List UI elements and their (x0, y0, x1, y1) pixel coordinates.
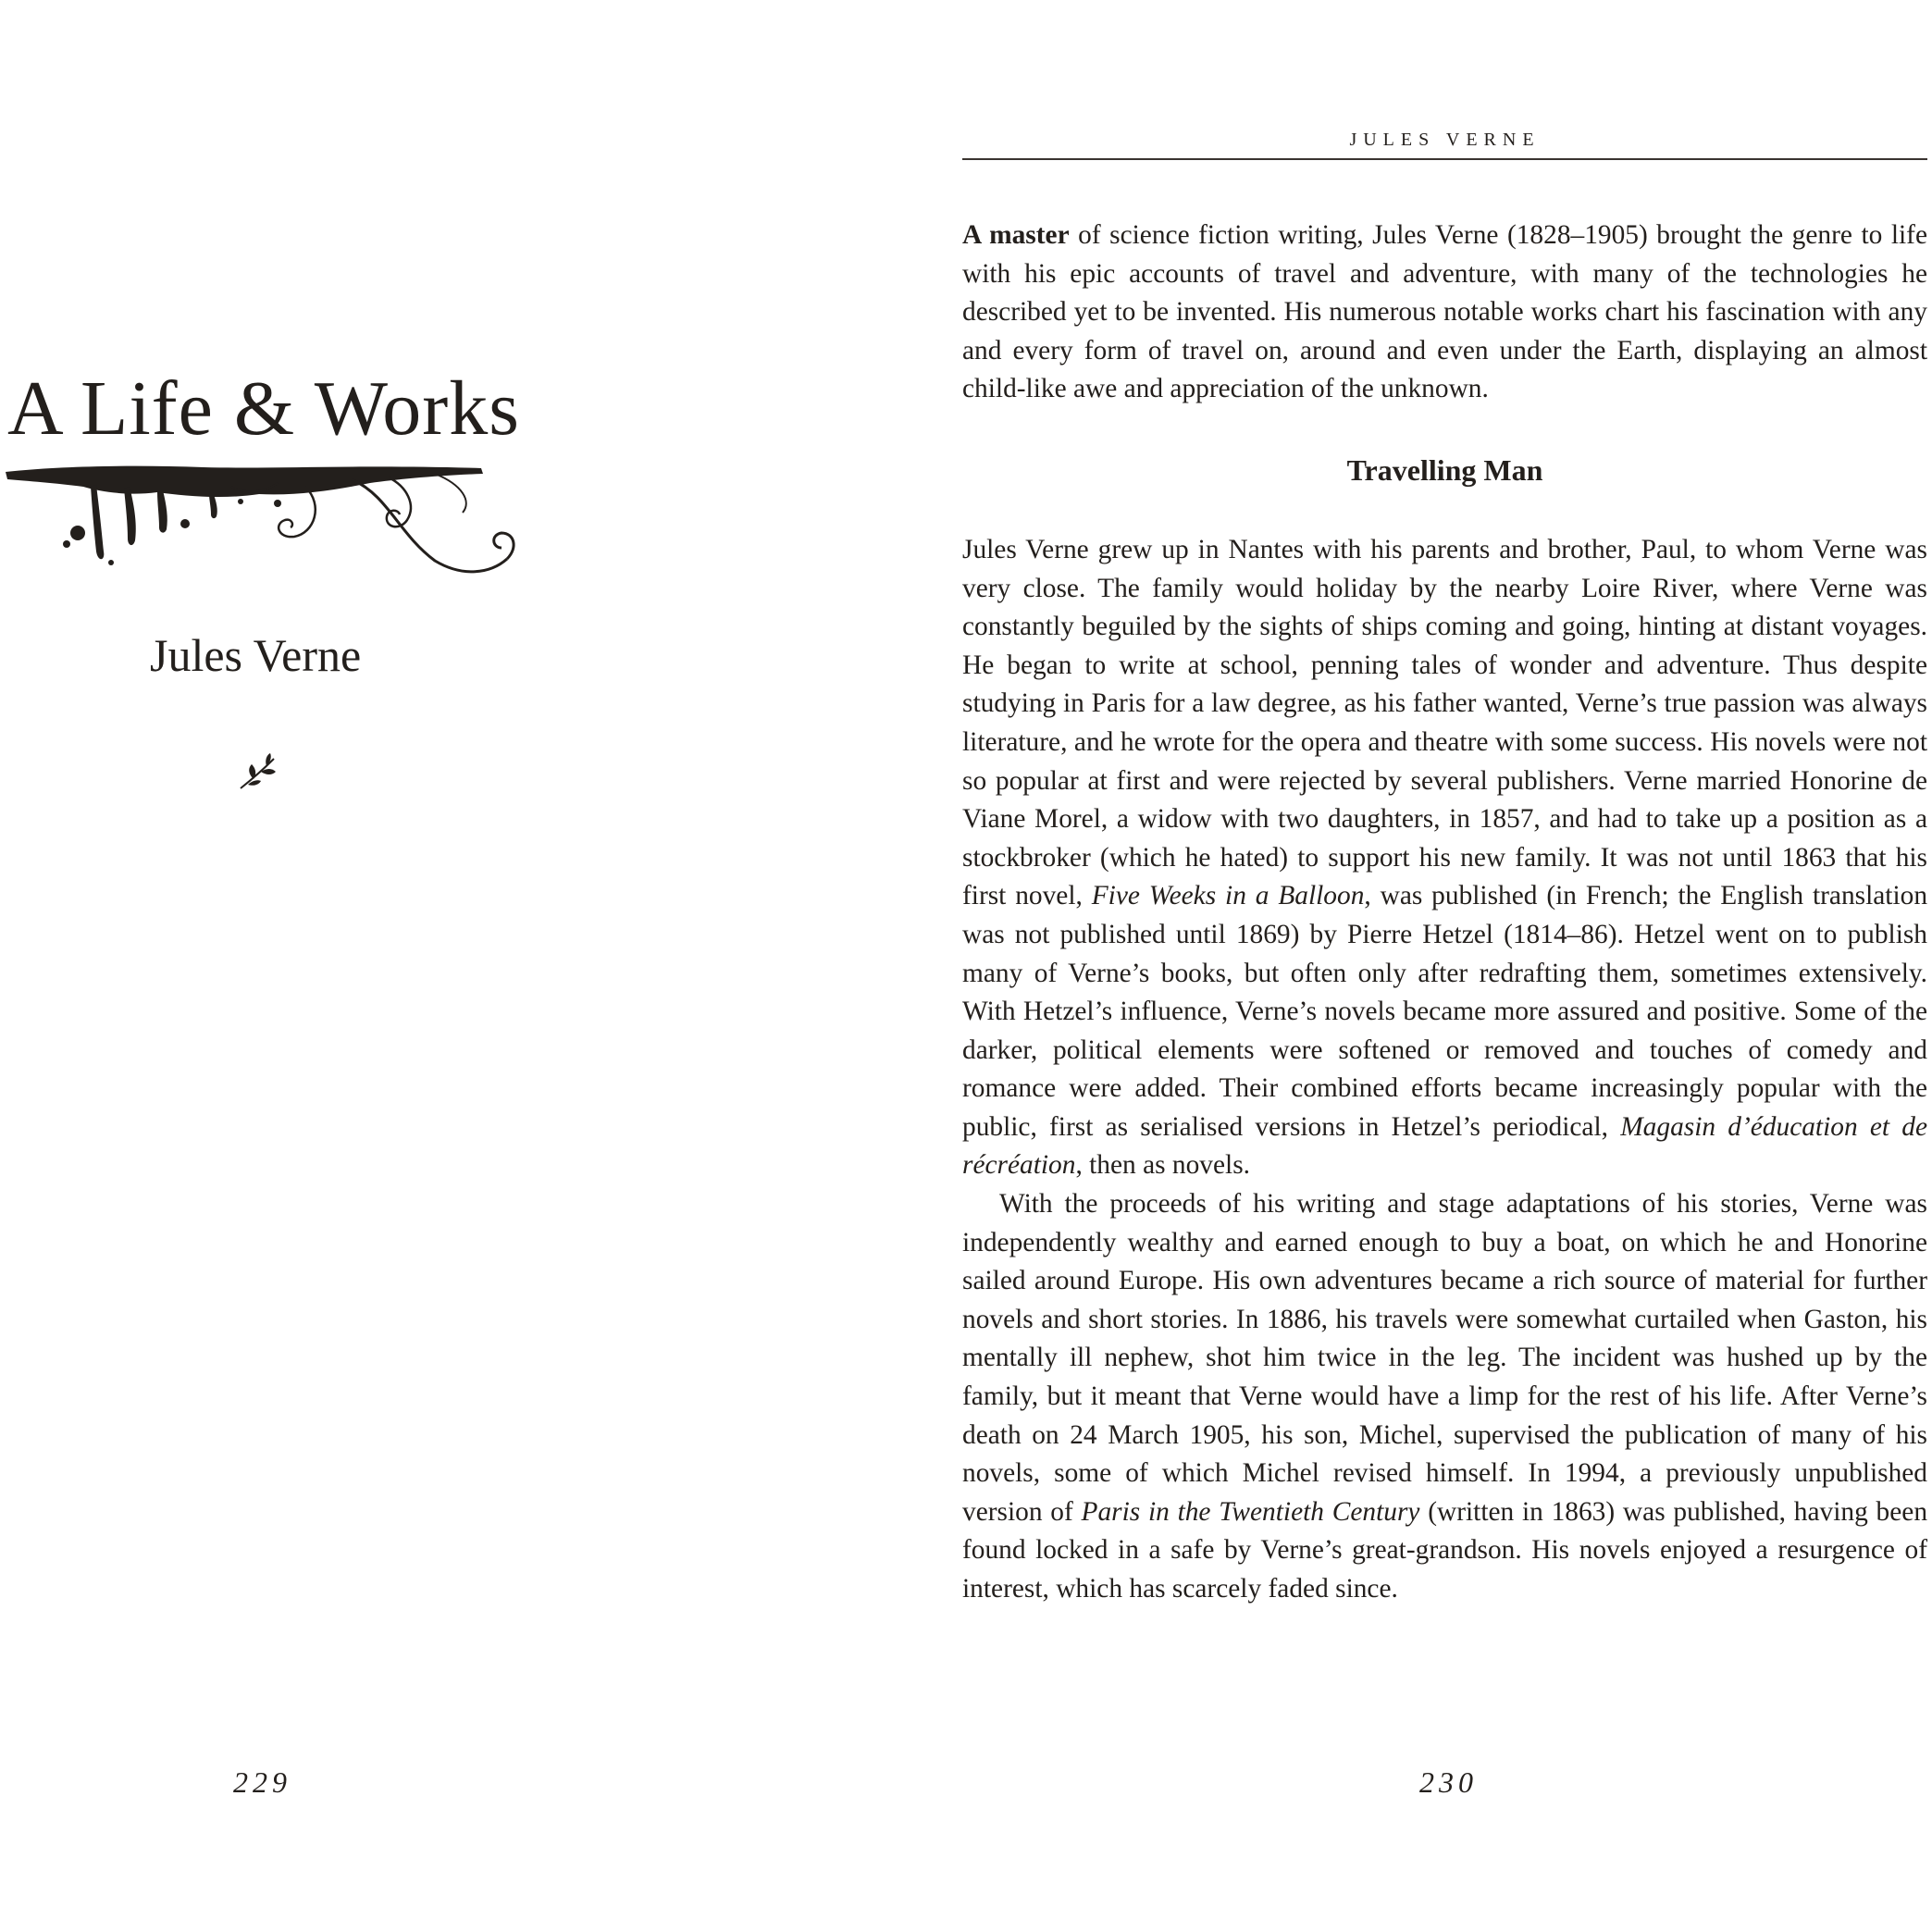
left-page (0, 0, 925, 1932)
body-text (962, 217, 1927, 1609)
intro-text: of science fiction writing, Jules Verne (1828–1905) brought the genre to life with his epic accounts of travel and adventure, with many of the technologies he described yet to be invented. His numerous notable works chart his fascination with any and every form of travel on, around and even under the Earth, displaying an almost child-like awe and appreciation of the unknown. (962, 220, 1927, 404)
paragraph-text: , then as novels. (1075, 1150, 1250, 1181)
ink-splash-flourish-icon (0, 459, 537, 588)
paragraph-text: , was published (in French; the English translation was not published until 1869) by Pierre Hetzel (1814–86). Hetzel went on to publish many of Verne’s books, but often only after redrafting them, sometimes extensively. With Hetzel’s influence, Verne’s novels became more assured and positive. Some of the darker, political elements were softened or removed and touches of comedy and romance were added. Their combined efforts became increasingly popular with the public, first as serialised versions in Hetzel’s periodical, (962, 881, 1928, 1142)
page-number: 229 (233, 1765, 291, 1799)
page-number: 230 (1419, 1765, 1478, 1799)
leaf-sprig-icon (237, 751, 281, 794)
right-page (962, 0, 1932, 1932)
paragraph-text: With the proceeds of his writing and stage adaptations of his stories, Verne was independently wealthy and earned enough to buy a boat, on which he and Honorine sailed around Europe. His own adventures became a rich source of material for further novels and short stories. In 1886, his travels were somewhat curtailed when Gaston, his mentally ill nephew, shot him twice in the leg. The incident was hushed up by the family, but it meant that Verne would have a limp for the rest of his life. After Verne’s death on 24 March 1905, his son, Michel, supervised the publication of many of his novels, some of which Michel revised himself. In 1994, a previously unpublished version of (962, 1189, 1927, 1527)
author-name: Jules Verne (150, 629, 362, 681)
header-rule (962, 158, 1927, 160)
book-title: Paris in the Twentieth Century (1081, 1496, 1420, 1527)
paragraph-2 (962, 1185, 1927, 1609)
section-title: A Life & Works (7, 365, 520, 452)
periodical-title: Magasin d’éducation et de récréation (962, 1111, 1928, 1181)
intro-paragraph (962, 217, 1927, 409)
intro-lead: A master (962, 220, 1070, 250)
book-title: Five Weeks in a Balloon (1091, 881, 1365, 911)
paragraph-1 (962, 531, 1927, 1185)
paragraph-text: (written in 1863) was published, having been found locked in a safe by Verne’s great-grandson. His novels enjoyed a resurgence of interest, which has scarcely faded since. (962, 1496, 1928, 1604)
paragraph-text: Jules Verne grew up in Nantes with his parents and brother, Paul, to whom Verne was very close. The family would holiday by the nearby Loire River, where Verne was constantly beguiled by the sights of ships coming and going, hinting at distant voyages. He began to write at school, penning tales of wonder and adventure. Thus despite studying in Paris for a law degree, as his father wanted, Verne’s true passion was always literature, and he wrote for the opera and theatre with some success. His novels were not so popular at first and were rejected by several publishers. Verne married Honorine de Viane Morel, a widow with two daughters, in 1857, and had to take up a position as a stockbroker (which he hated) to support his new family. It was not until 1863 that his first novel, (962, 534, 1927, 911)
subheading: Travelling Man (1346, 452, 1543, 487)
running-head: JULES VERNE (1349, 130, 1541, 150)
